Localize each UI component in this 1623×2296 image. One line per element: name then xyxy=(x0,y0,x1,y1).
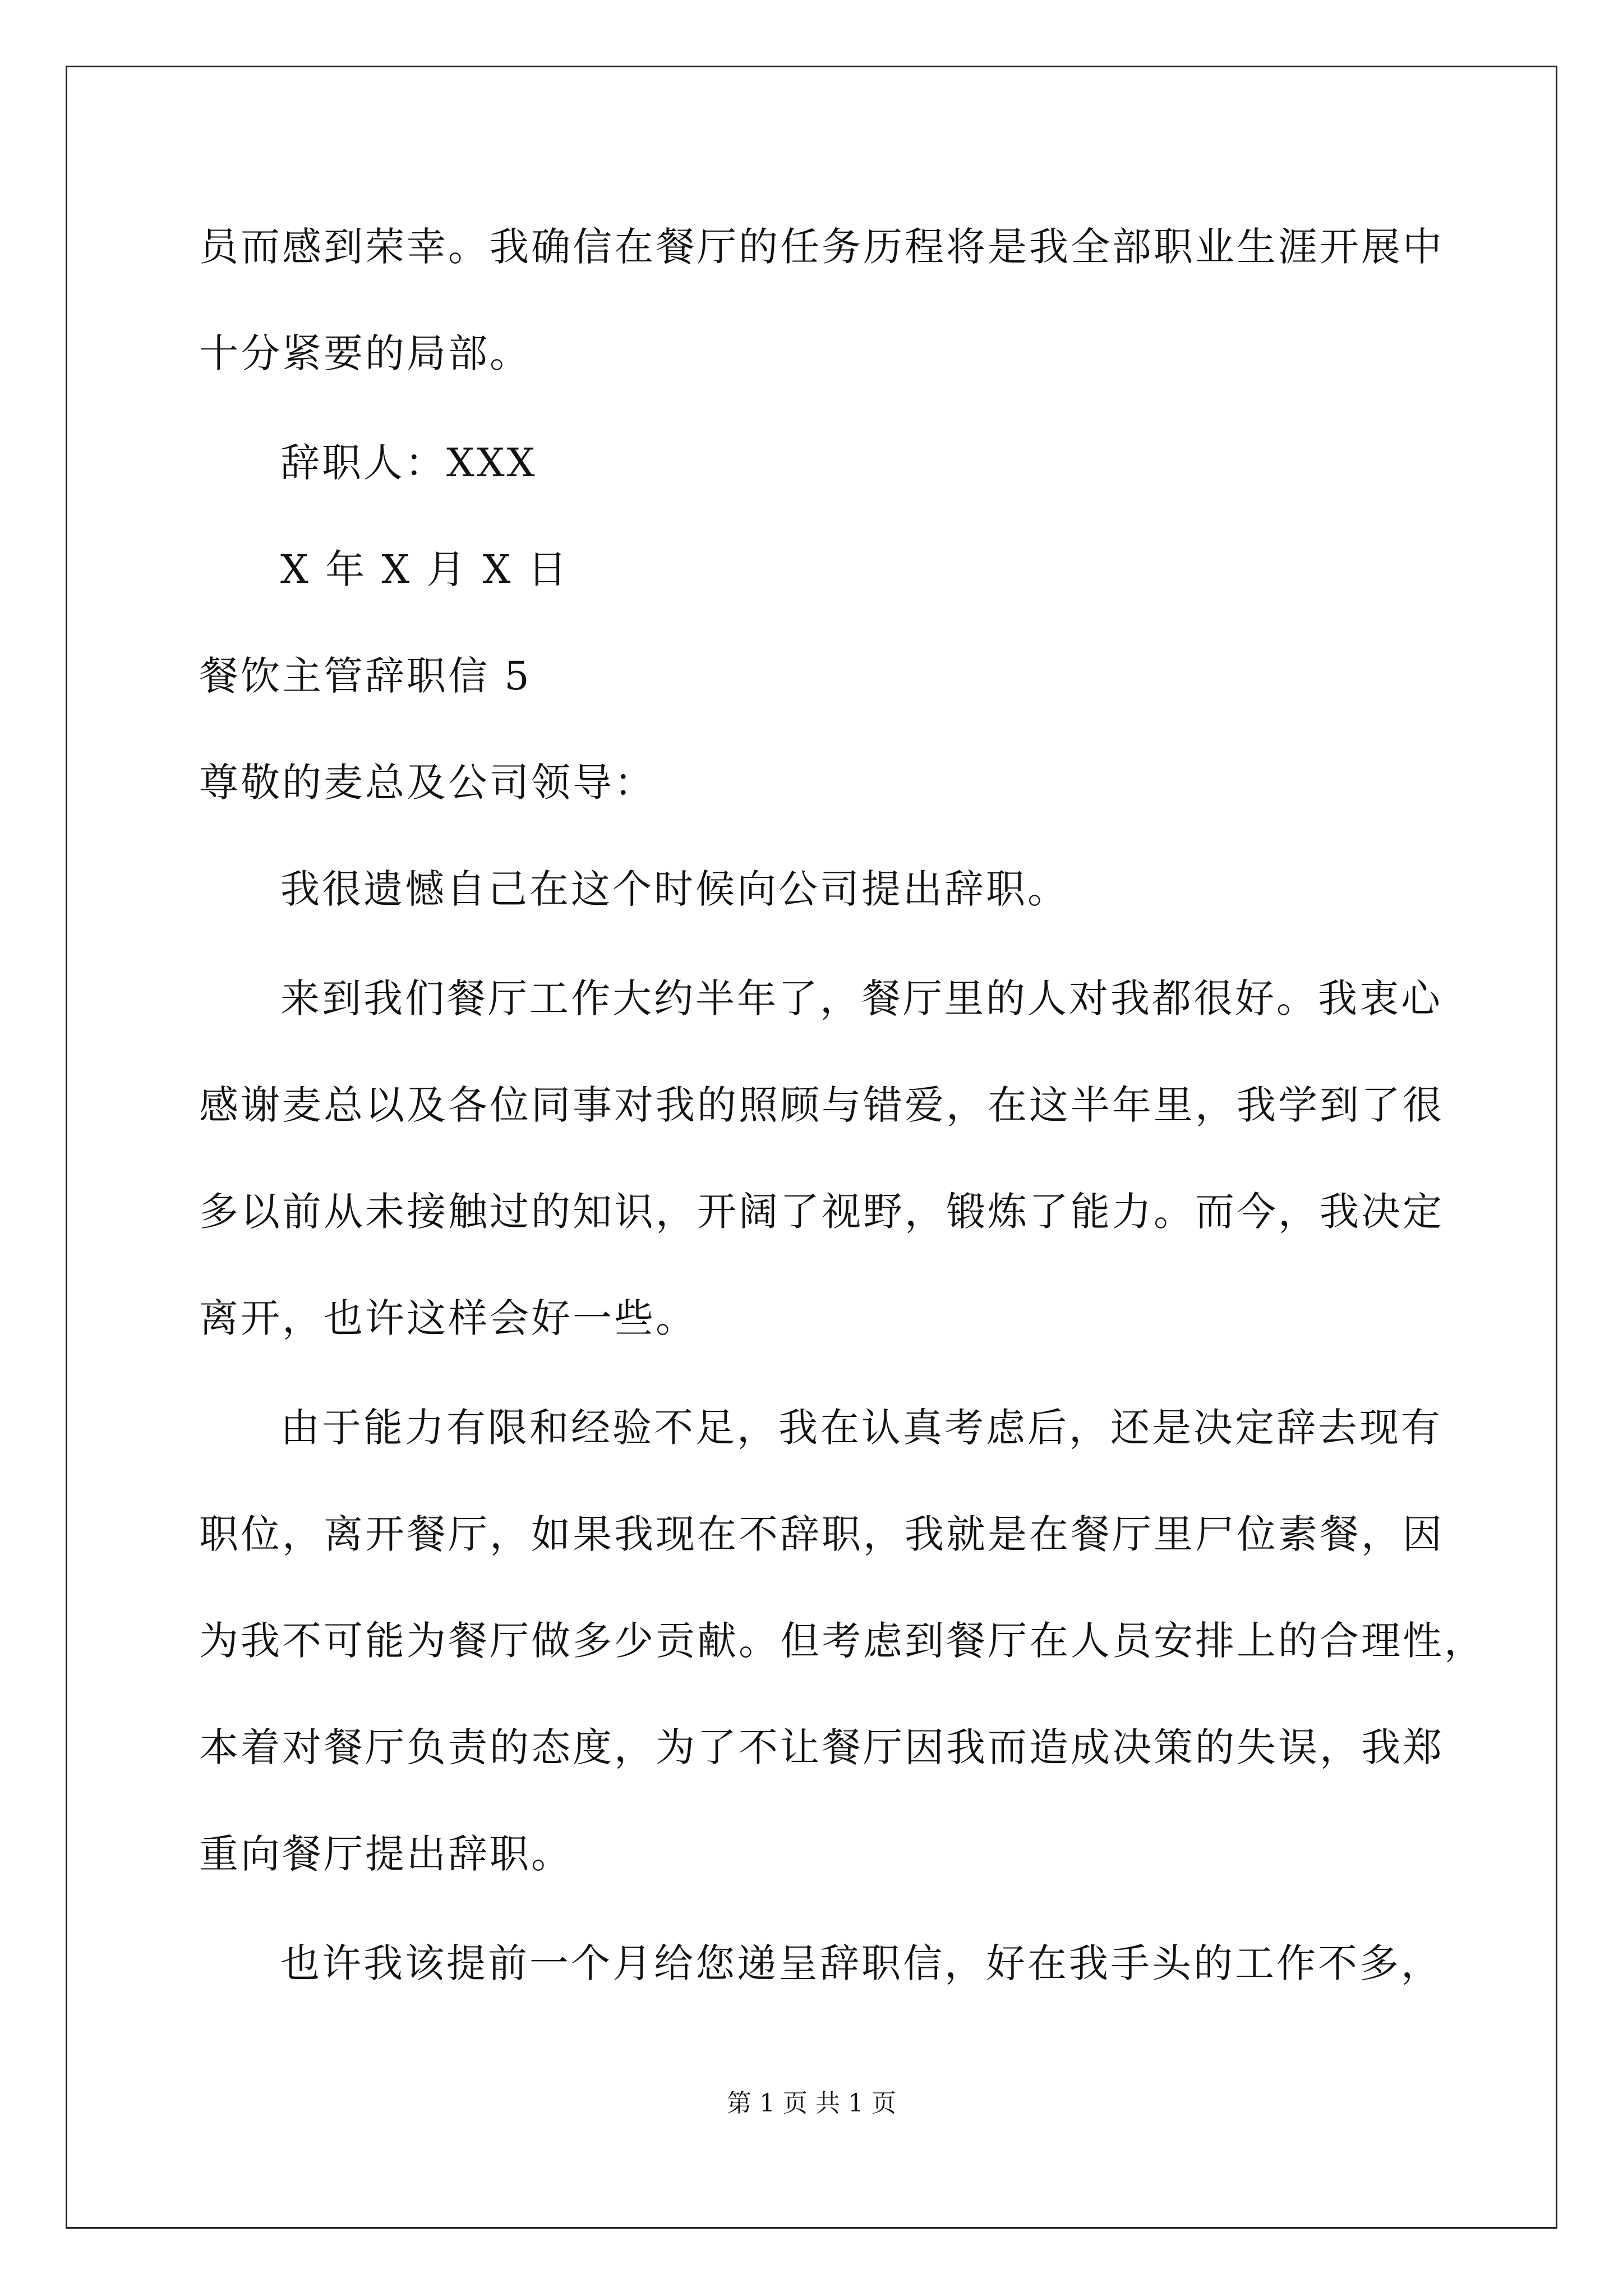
paragraph-3-line-4: 本着对餐厅负责的态度，为了不让餐厅因我而造成决策的失误，我郑 xyxy=(199,1724,1444,1770)
paragraph-1: 我很遗憾自己在这个时候向公司提出辞职。 xyxy=(280,866,1069,912)
page-border xyxy=(66,66,1557,2229)
salutation: 尊敬的麦总及公司领导： xyxy=(199,760,656,806)
body-line-2: 十分紧要的局部。 xyxy=(199,330,531,376)
page-footer: 第 1 页 共 1 页 xyxy=(727,2089,896,2118)
body-line-1: 员而感到荣幸。我确信在餐厅的任务历程将是我全部职业生涯开展中 xyxy=(199,224,1444,270)
paragraph-2-line-2: 感谢麦总以及各位同事对我的照顾与错爱，在这半年里，我学到了很 xyxy=(199,1082,1444,1128)
paragraph-4-line-1: 也许我该提前一个月给您递呈辞职信，好在我手头的工作不多， xyxy=(280,1940,1442,1986)
paragraph-3-line-3: 为我不可能为餐厅做多少贡献。但考虑到餐厅在人员安排上的合理性， xyxy=(199,1618,1486,1664)
paragraph-2-line-1: 来到我们餐厅工作大约半年了，餐厅里的人对我都很好。我衷心 xyxy=(280,976,1442,1022)
date-line: X 年 X 月 X 日 xyxy=(280,546,569,592)
signature-line: 辞职人：XXX xyxy=(280,440,537,486)
paragraph-3-line-5: 重向餐厅提出辞职。 xyxy=(199,1831,573,1877)
section-title: 餐饮主管辞职信 5 xyxy=(199,653,532,699)
paragraph-3-line-1: 由于能力有限和经验不足，我在认真考虑后，还是决定辞去现有 xyxy=(280,1405,1442,1451)
paragraph-3-line-2: 职位，离开餐厅，如果我现在不辞职，我就是在餐厅里尸位素餐，因 xyxy=(199,1511,1444,1557)
paragraph-2-line-4: 离开，也许这样会好一些。 xyxy=(199,1295,697,1341)
paragraph-2-line-3: 多以前从未接触过的知识，开阔了视野，锻炼了能力。而今，我决定 xyxy=(199,1189,1444,1235)
